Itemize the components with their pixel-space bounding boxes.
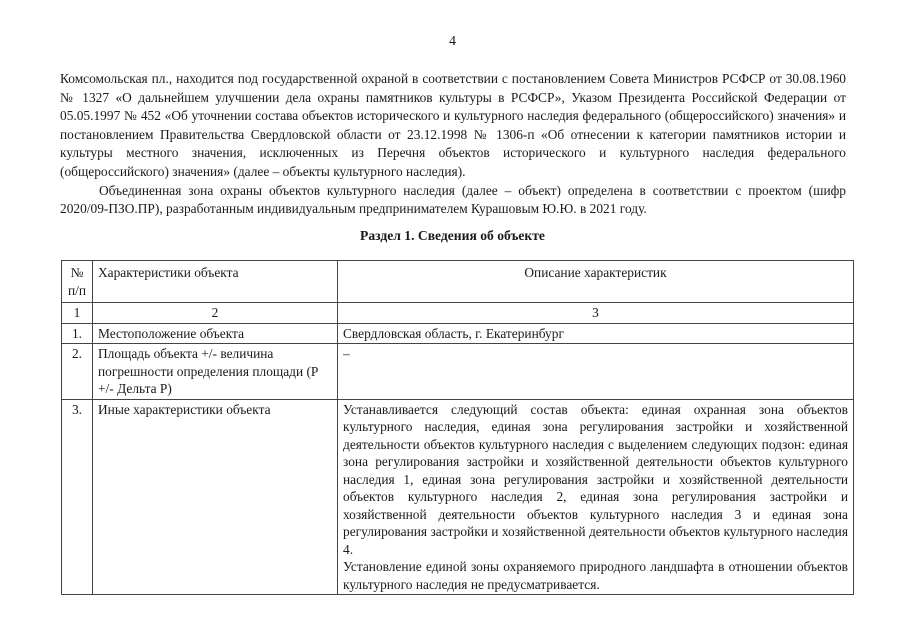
- intro-text: [60, 70, 846, 219]
- table-row: [62, 344, 854, 400]
- table-row: [62, 399, 854, 595]
- row-num: 2.: [62, 344, 93, 400]
- row-description-part-1: Устанавливается следующий состав объекта: единая охранная зона объектов культурного наследия, единая зона регулирования застройки и хозяйственной деятельности объектов культурного наследия с выделением следующих подзон: единая зона регулирования застройки и хозяйственной деятельности объектов культурного наследия 1, единая зона регулирования застройки и хозяйственной деятельности объектов культурного наследия 2, единая зона регулирования застройки и хозяйственной деятельности объектов культурного наследия 3 и единая зона регулирования застройки и хозяйственной деятельности объектов культурного наследия 4.: [343, 401, 848, 557]
- row-characteristic: Местоположение объекта: [93, 323, 338, 344]
- index-cell: 3: [338, 303, 854, 324]
- intro-paragraph-2: Объединенная зона охраны объектов культурного наследия (далее – объект) определена в соответствии с проектом (шифр 2020/09-ПЗО.ПР), разработанным индивидуальным предпринимателем Курашовым Ю.Ю. в 2021 году.: [60, 182, 846, 217]
- row-num: 1.: [62, 323, 93, 344]
- row-description: [338, 399, 854, 595]
- header-num: № п/п: [62, 261, 93, 303]
- header-characteristic: Характеристики объекта: [93, 261, 338, 303]
- page-number: 4: [449, 34, 456, 49]
- index-cell: 2: [93, 303, 338, 324]
- table-row: [62, 323, 854, 344]
- header-description: Описание характеристик: [338, 261, 854, 303]
- object-info-table: [61, 260, 854, 595]
- intro-paragraph-1: Комсомольская пл., находится под государственной охраной в соответствии с постановлением Совета Министров РСФСР от 30.08.1960 № 1327 «О дальнейшем улучшении дела охраны памятников культуры в РСФСР», Указом Президента Российской Федерации от 05.05.1997 № 452 «Об уточнении состава объектов исторического и культурного наследия федерального (общероссийского) значения» и постановлением Правительства Свердловской области от 23.12.1998 № 1306-п «Об отнесении к категории памятников истории и культуры местного значения, исключенных из Перечня объектов исторического и культурного наследия федерального (общероссийского) значения» (далее – объекты культурного наследия).: [60, 71, 846, 179]
- row-characteristic: Площадь объекта +/- величина погрешности определения площади (P +/- Дельта P): [93, 344, 338, 400]
- row-description-part-2: Установление единой зоны охраняемого природного ландшафта в отношении объектов культурного наследия не предусматривается.: [343, 559, 848, 592]
- index-cell: 1: [62, 303, 93, 324]
- row-num: 3.: [62, 399, 93, 595]
- row-description: –: [338, 344, 854, 400]
- row-description: Свердловская область, г. Екатеринбург: [338, 323, 854, 344]
- section-title: Раздел 1. Сведения об объекте: [360, 228, 545, 243]
- table-index-row: [62, 303, 854, 324]
- row-characteristic: Иные характеристики объекта: [93, 399, 338, 595]
- table-header-row: [62, 261, 854, 303]
